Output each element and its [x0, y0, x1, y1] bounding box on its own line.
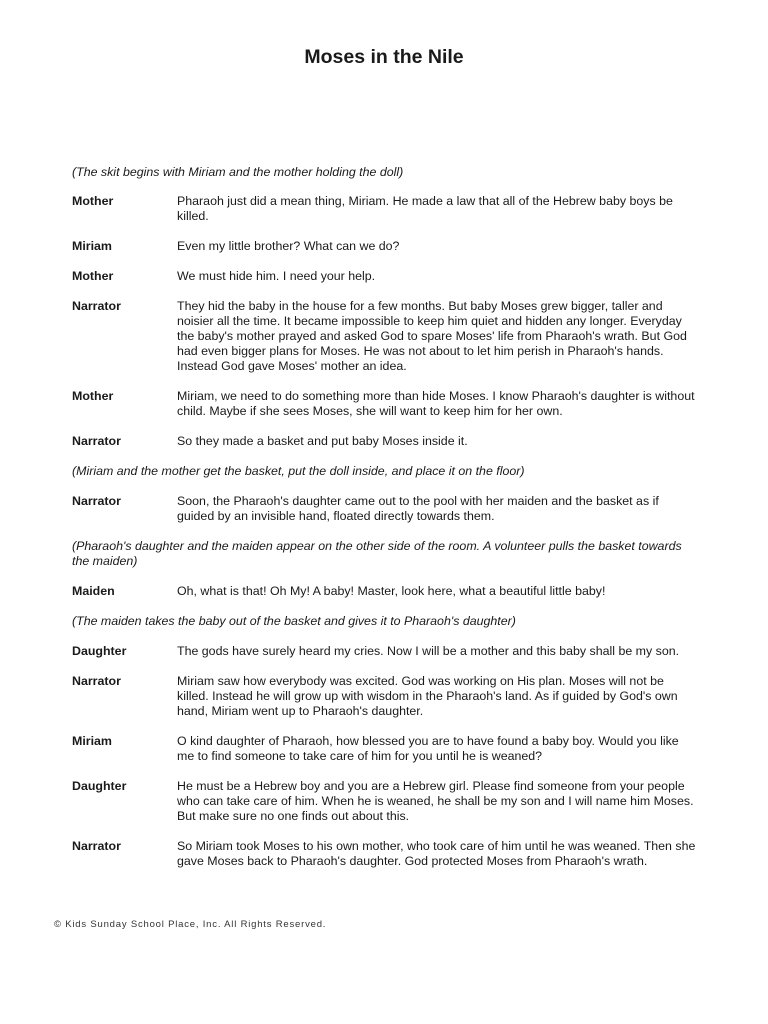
dialogue-text: O kind daughter of Pharaoh, how blessed you are to have found a baby boy. Would you like me to find someone to take care of him for you until he is weaned?: [177, 734, 679, 763]
dialogue-text: Pharaoh just did a mean thing, Miriam. He made a law that all of the Hebrew baby boys be killed.: [177, 194, 673, 223]
dialogue-text: He must be a Hebrew boy and you are a Hebrew girl. Please find someone from your people who can take care of him. When he is weaned, he shall be my son and I will name him Moses. But make sure no one finds out about this.: [177, 779, 694, 823]
dialogue-line: [72, 494, 702, 524]
dialogue-text: Miriam saw how everybody was excited. God was working on His plan. Moses will not be killed. Instead he will grow up with wisdom in the Pharaoh's land. As if guided by God's own hand, Miriam went up to Pharaoh's daughter.: [177, 674, 678, 718]
skit-script: [72, 165, 702, 869]
dialogue-line: [72, 434, 702, 449]
dialogue-text: So Miriam took Moses to his own mother, who took care of him until he was weaned. Then she gave Moses back to Pharaoh's daughter. God protected Moses from Pharaoh's wrath.: [177, 839, 696, 868]
dialogue-line: [72, 269, 702, 284]
dialogue-text: Oh, what is that! Oh My! A baby! Master, look here, what a beautiful little baby!: [177, 584, 606, 598]
dialogue-text: Miriam, we need to do something more than hide Moses. I know Pharaoh's daughter is without child. Maybe if she sees Moses, she will want to keep him for her own.: [177, 389, 695, 418]
dialogue-line: [72, 674, 702, 719]
dialogue-text: They hid the baby in the house for a few months. But baby Moses grew bigger, taller and noisier all the time. It became impossible to keep him quiet and hidden any longer. Everyday the baby's mother prayed and asked God to spare Moses' life from Pharaoh's wrath. But God had even bigger plans for Moses. He was not about to let him perish in Pharaoh's hands. Instead God gave Moses' mother an idea.: [177, 299, 687, 373]
page-title: Moses in the Nile: [304, 46, 464, 68]
speaker-name: Daughter: [72, 779, 127, 793]
dialogue-text: Soon, the Pharaoh's daughter came out to the pool with her maiden and the basket as if guided by an invisible hand, floated directly towards them.: [177, 494, 659, 523]
dialogue-line: [72, 839, 702, 869]
speaker-name: Mother: [72, 194, 114, 208]
dialogue-text: Even my little brother? What can we do?: [177, 239, 400, 253]
dialogue-line: [72, 299, 702, 374]
stage-direction: (The skit begins with Miriam and the mother holding the doll): [72, 165, 404, 179]
dialogue-text: The gods have surely heard my cries. Now I will be a mother and this baby shall be my son.: [177, 644, 680, 658]
dialogue-line: [72, 644, 702, 659]
dialogue-text: We must hide him. I need your help.: [177, 269, 376, 283]
dialogue-line: [72, 584, 702, 599]
speaker-name: Miriam: [72, 734, 112, 748]
speaker-name: Maiden: [72, 584, 115, 598]
speaker-name: Mother: [72, 389, 114, 403]
speaker-name: Miriam: [72, 239, 112, 253]
speaker-name: Mother: [72, 269, 114, 283]
copyright-footer: © Kids Sunday School Place, Inc. All Rights Reserved.: [54, 919, 327, 930]
stage-direction: (Pharaoh's daughter and the maiden appear on the other side of the room. A volunteer pulls the basket towards the maiden): [72, 539, 682, 568]
speaker-name: Daughter: [72, 644, 127, 658]
speaker-name: Narrator: [72, 494, 121, 508]
stage-direction: (Miriam and the mother get the basket, put the doll inside, and place it on the floor): [72, 464, 525, 478]
speaker-name: Narrator: [72, 299, 121, 313]
dialogue-line: [72, 389, 702, 419]
dialogue-line: [72, 734, 702, 764]
dialogue-line: [72, 779, 702, 824]
speaker-name: Narrator: [72, 674, 121, 688]
dialogue-line: [72, 194, 702, 224]
dialogue-line: [72, 239, 702, 254]
dialogue-text: So they made a basket and put baby Moses inside it.: [177, 434, 468, 448]
speaker-name: Narrator: [72, 434, 121, 448]
stage-direction: (The maiden takes the baby out of the basket and gives it to Pharaoh's daughter): [72, 614, 516, 628]
speaker-name: Narrator: [72, 839, 121, 853]
